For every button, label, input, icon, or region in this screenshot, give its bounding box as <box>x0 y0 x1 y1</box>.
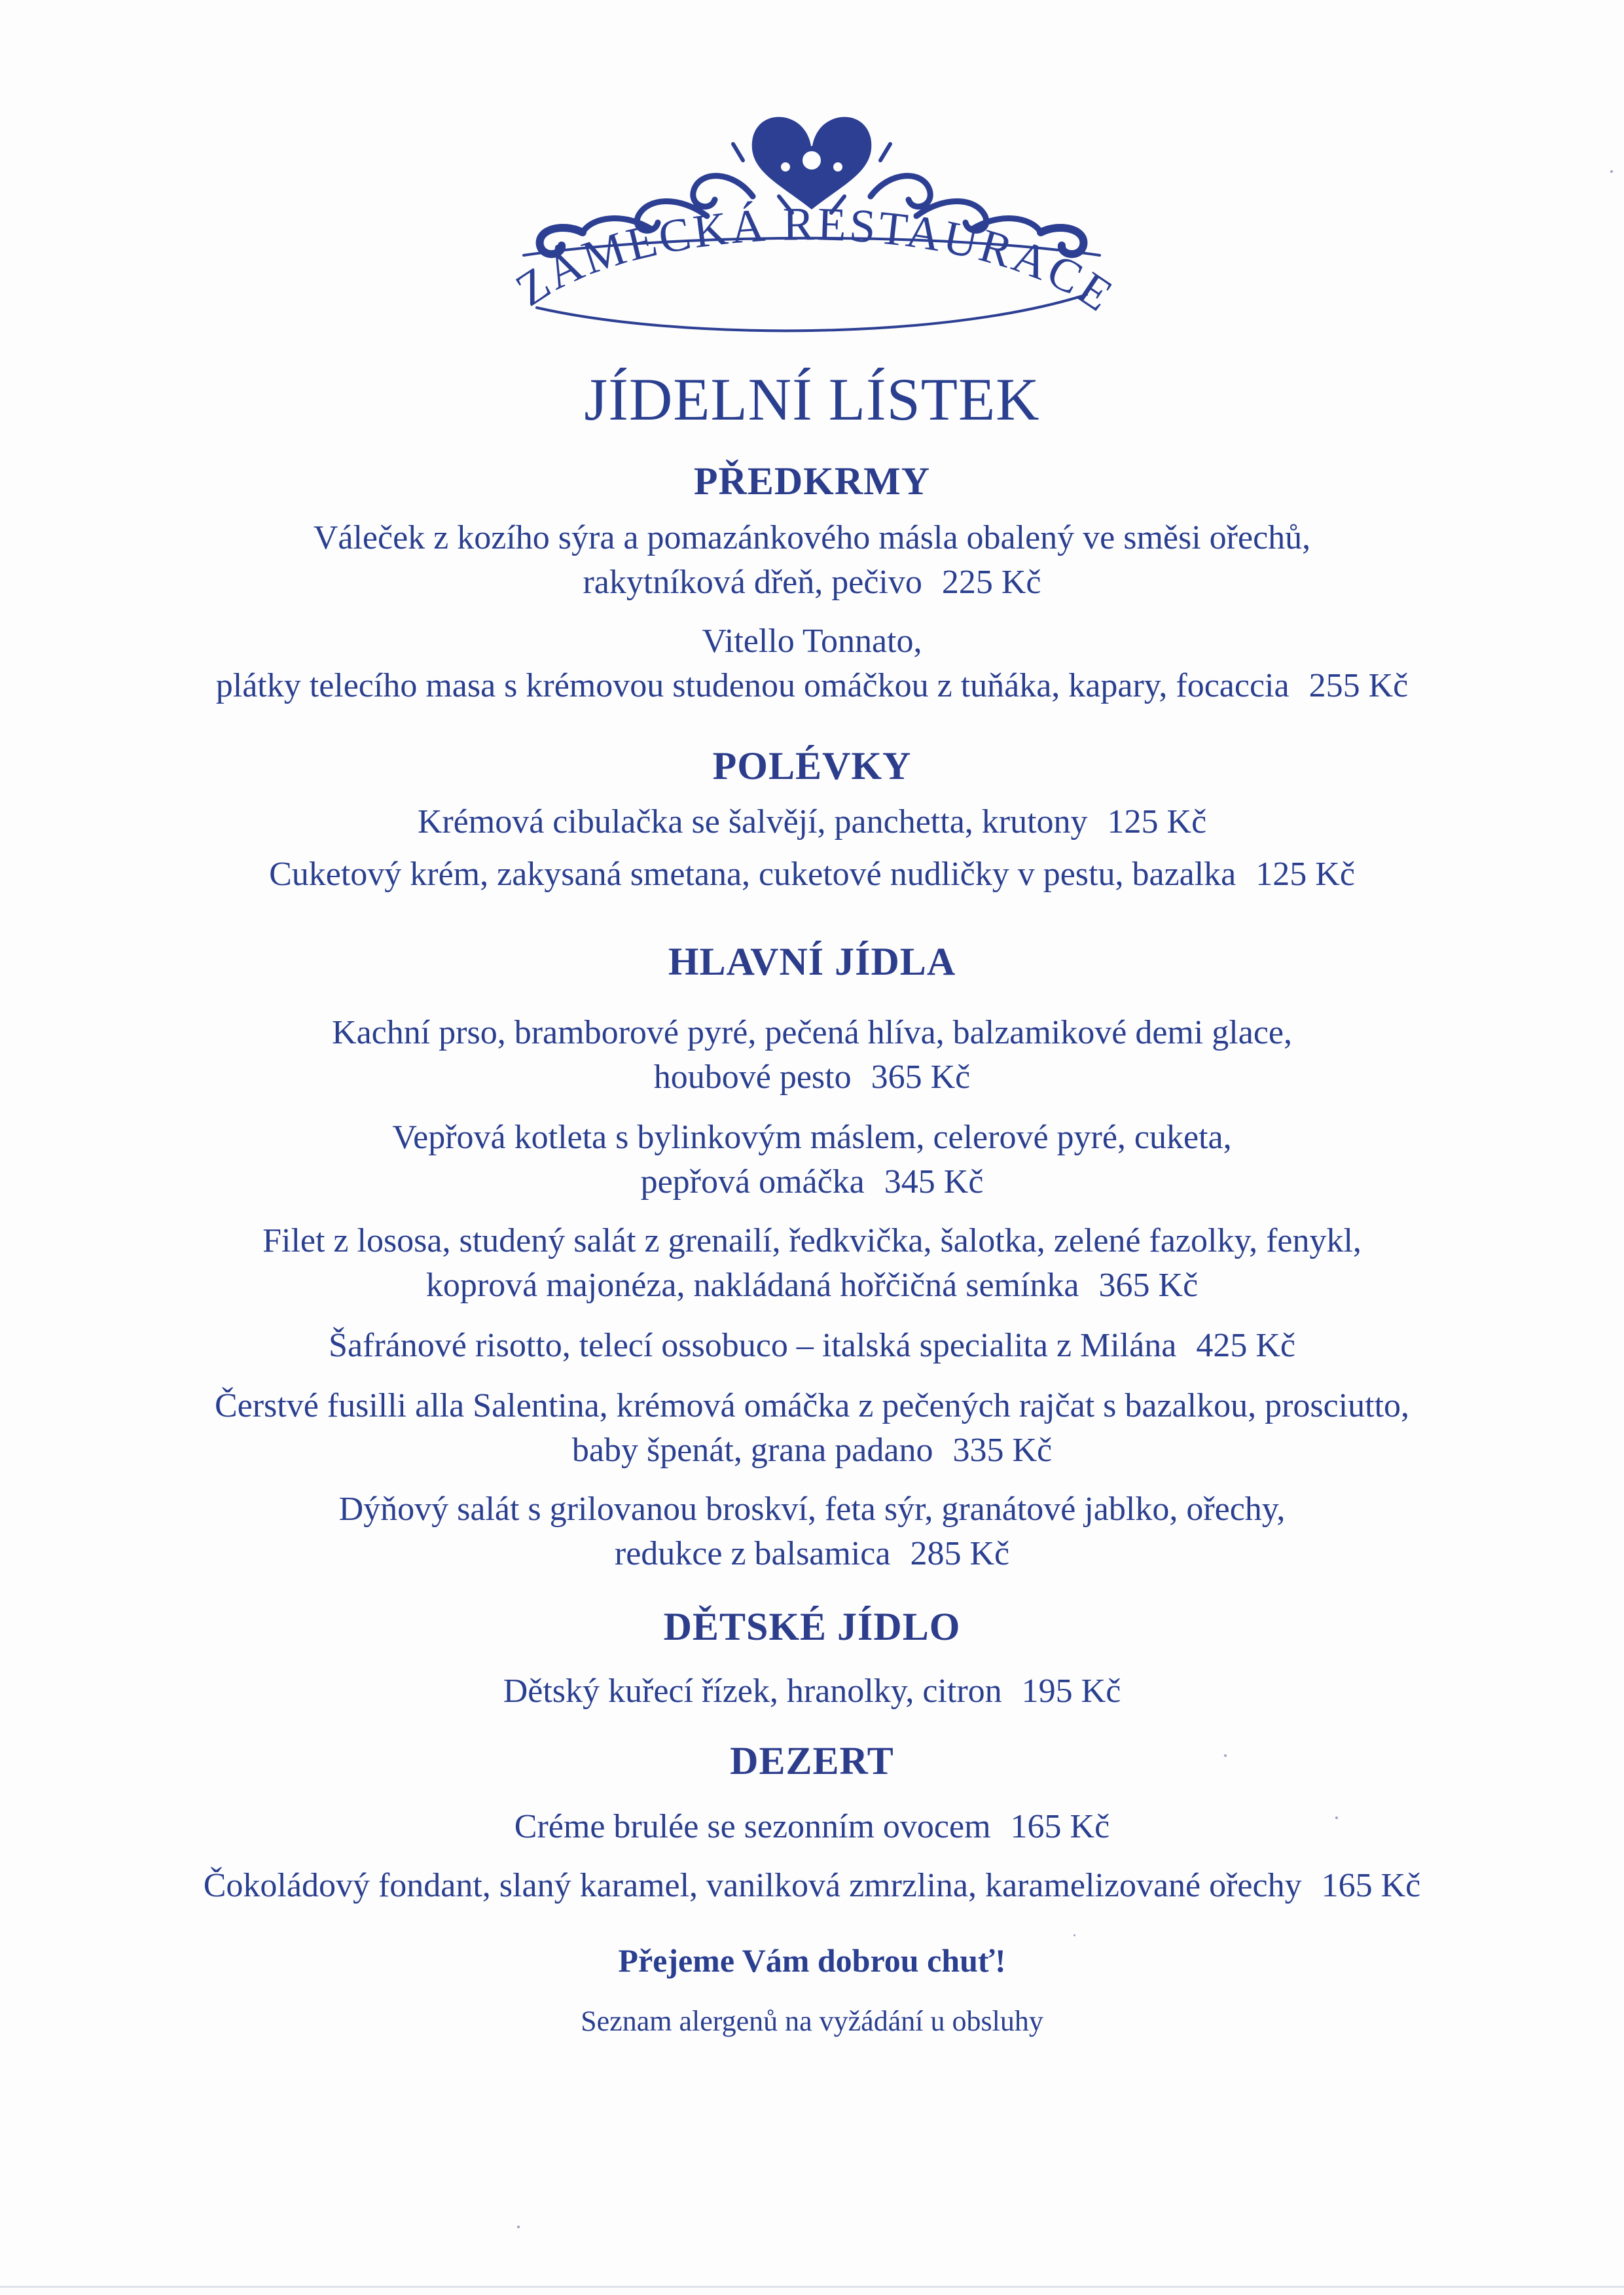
svg-text:ZÁMECKÁ RESTAURACE <box>507 198 1124 323</box>
menu-item <box>0 1326 1624 1365</box>
menu-item-line: Créme brulée se sezonním ovocem <box>514 1808 991 1845</box>
menu-item-line: Kachní prso, bramborové pyré, pečená hlíva, balzamikové demi glace, <box>332 1014 1292 1051</box>
menu-item-price: 125 Kč <box>1255 856 1355 893</box>
menu-item-line: koprová majonéza, nakládaná hořčičná semínka <box>425 1267 1079 1304</box>
menu-item-line: Filet z lososa, studený salát z grenailí, ředkvička, šalotka, zelené fazolky, fenykl, <box>262 1222 1362 1259</box>
menu-item-price: 165 Kč <box>1321 1867 1421 1904</box>
restaurant-logo <box>484 98 1139 360</box>
scan-speck <box>1074 1934 1075 1936</box>
menu-item-line: Vitello Tonnato, <box>702 623 922 660</box>
menu-item-line: Váleček z kozího sýra a pomazánkového másla obalený ve směsi ořechů, <box>313 519 1311 556</box>
menu-item-line: Dětský kuřecí řízek, hranolky, citron <box>503 1672 1002 1710</box>
menu-title: JÍDELNÍ LÍSTEK <box>584 366 1040 433</box>
menu-item <box>0 803 1624 842</box>
menu-item-price: 365 Kč <box>1098 1267 1199 1304</box>
menu-item <box>0 1163 1624 1202</box>
scan-speck <box>517 2226 520 2228</box>
menu-item-price: 365 Kč <box>871 1058 971 1096</box>
menu-item-line: rakytníková dřeň, pečivo <box>583 564 922 601</box>
menu-item <box>0 855 1624 894</box>
menu-item-price: 425 Kč <box>1196 1327 1295 1364</box>
menu-item-line: Krémová cibulačka se šalvějí, panchetta, krutony <box>417 803 1088 840</box>
menu-item-price: 255 Kč <box>1308 667 1409 704</box>
menu-item-price: 195 Kč <box>1021 1672 1121 1710</box>
menu-item-line: Cuketový krém, zakysaná smetana, cuketové nudličky v pestu, bazalka <box>269 856 1236 893</box>
section-heading-dezert: DEZERT <box>730 1739 894 1782</box>
scan-speck <box>1224 1754 1227 1757</box>
menu-item-price: 225 Kč <box>941 564 1041 601</box>
menu-item <box>0 1866 1624 1906</box>
menu-item-line: houbové pesto <box>653 1058 852 1096</box>
menu-item <box>0 1534 1624 1574</box>
menu-item-line: Vepřová kotleta s bylinkovým máslem, celerové pyré, cuketa, <box>392 1119 1232 1156</box>
section-heading-detske-jidlo: DĚTSKÉ JÍDLO <box>663 1605 961 1648</box>
menu-item-price: 335 Kč <box>952 1432 1053 1469</box>
section-heading-hlavni-jidla: HLAVNÍ JÍDLA <box>668 940 956 983</box>
section-heading-predkrmy: PŘEDKRMY <box>693 460 931 503</box>
menu-item <box>0 1266 1624 1305</box>
menu-item-line <box>0 666 1624 706</box>
menu-item-line: Dýňový salát s grilovanou broskví, feta sýr, granátové jablko, ořechy, <box>338 1491 1286 1528</box>
menu-item-price: 345 Kč <box>884 1163 984 1201</box>
menu-item <box>0 1807 1624 1847</box>
menu-item-line <box>0 563 1624 602</box>
menu-item-line: Šafránové risotto, telecí ossobuco – italská specialita z Milána <box>329 1327 1177 1364</box>
menu-item-line: plátky telecího masa s krémovou studenou omáčkou z tuňáka, kapary, focaccia <box>215 667 1290 704</box>
menu-item-price: 125 Kč <box>1107 803 1207 840</box>
menu-item-price: 165 Kč <box>1010 1808 1110 1845</box>
scan-speck <box>1335 1816 1338 1819</box>
menu-item <box>0 1672 1624 1711</box>
menu-item <box>0 1058 1624 1097</box>
menu-item-line: Čokoládový fondant, slaný karamel, vanilková zmrzlina, karamelizované ořechy <box>203 1867 1302 1904</box>
menu-item-line: redukce z balsamica <box>614 1535 891 1572</box>
scan-speck <box>1610 170 1613 173</box>
menu-item-line: Čerstvé fusilli alla Salentina, krémová omáčka z pečených rajčat s bazalkou, prosciutto, <box>214 1387 1410 1424</box>
menu-item-price: 285 Kč <box>910 1535 1010 1572</box>
logo-text: ZÁMECKÁ RESTAURACE <box>506 198 1124 323</box>
menu-item-line: baby špenát, grana padano <box>571 1432 933 1469</box>
allergen-note: Seznam alergenů na vyžádání u obsluhy <box>581 2005 1043 2037</box>
section-heading-polevky: POLÉVKY <box>712 744 912 787</box>
menu-item-line: pepřová omáčka <box>640 1163 865 1201</box>
menu-item <box>0 1431 1624 1470</box>
page-edge <box>0 2286 1624 2288</box>
closing-greeting: Přejeme Vám dobrou chuť! <box>618 1942 1006 1979</box>
